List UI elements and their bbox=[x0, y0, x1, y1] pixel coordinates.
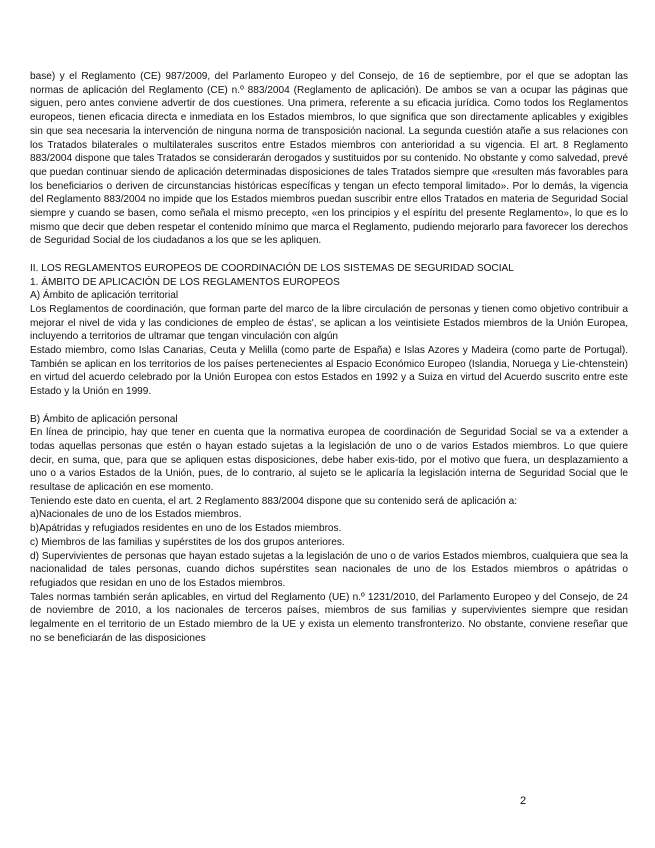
document-page bbox=[30, 70, 628, 646]
list-item-c: c) Miembros de las familias y supérstites de los dos grupos anteriores. bbox=[30, 536, 345, 548]
list-item-a: a)Nacionales de uno de los Estados miembros. bbox=[30, 509, 242, 521]
paragraph-personal-2: Teniendo este dato en cuenta, el art. 2 Reglamento 883/2004 dispone que su contenido será de aplicación a: bbox=[30, 495, 518, 507]
intro-paragraph: base) y el Reglamento (CE) 987/2009, del Parlamento Europeo y del Consejo, de 16 de septiembre, por el que se adoptan las normas de aplicación del Reglamento (CE) n.º 883/2004 (Reglamento de aplicación). De ambos se van a ocupar las páginas que siguen, pero antes conviene advertir de dos cuestiones. Una primera, referente a su eficacia jurídica. Como todos los Reglamentos europeos, tienen eficacia directa e inmediata en los Estados miembros, lo que significa que son directamente aplicables y exigibles sin que sea necesaria la intervención de ninguna norma de transposición nacional. La segunda cuestión atañe a sus relaciones con los Tratados bilaterales o multilaterales suscritos entre Estados miembros con anterioridad a su vigencia. El art. 8 Reglamento 883/2004 dispone que tales Tratados se considerarán derogados y sustituidos por su contenido. No obstante y como salvedad, prevé que puedan continuar siendo de aplicación determinadas disposiciones de tales Tratados siempre que «resulten más favorables para los beneficiarios o deriven de circunstancias históricas específicas y tengan un efecto temporal limitado». Por lo demás, la vigencia del Reglamento 883/2004 no impide que los Estados miembros puedan suscribir entre ellos Tratados en materia de Seguridad Social siempre y cuando se basen, como señala el mismo precepto, «en los principios y el espíritu del presente Reglamento», lo que es lo mismo que decir que deben respetar el contenido mínimo que marca el Reglamento, pudiendo mejorarlo para favorecer los derechos de Seguridad Social de los ciudadanos a los que se les apliquen. bbox=[30, 71, 628, 247]
list-item-b: b)Apátridas y refugiados residentes en uno de los Estados miembros. bbox=[30, 523, 342, 535]
spacer bbox=[30, 248, 628, 262]
paragraph-final: Tales normas también serán aplicables, en virtud del Reglamento (UE) n.º 1231/2010, del Parlamento Europeo y del Consejo, de 24 de noviembre de 2010, a los nacionales de terceros países, miembros de sus familias y supervivientes siempre que residan legalmente en el territorio de un Estado miembro de la UE y exista un elemento transfronterizo. No obstante, conviene reseñar que no se beneficiarán de las disposiciones bbox=[30, 591, 628, 644]
heading-personal: B) Ámbito de aplicación personal bbox=[30, 413, 178, 425]
subsection-heading: 1. ÁMBITO DE APLICACIÓN DE LOS REGLAMENTOS EUROPEOS bbox=[30, 276, 340, 288]
paragraph-territorial-1: Los Reglamentos de coordinación, que forman parte del marco de la libre circulación de personas y tienen como objetivo contribuir a mejorar el nivel de vida y las condiciones de empleo de éstas', se aplican a los veintisiete Estados miembros de la Unión Europea, incluyendo a territorios de ultramar que tengan vinculación con algún bbox=[30, 303, 628, 343]
list-item-d: d) Supervivientes de personas que hayan estado sujetas a la legislación de uno o de varios Estados miembros, cualquiera que sea la nacionalidad de tales personas, cuando dichos supérstites sean nacionales de uno de los Estados miembros o apátridas o refugiados que residan en uno de los Estados miembros. bbox=[30, 550, 628, 589]
section-heading: II. LOS REGLAMENTOS EUROPEOS DE COORDINACIÓN DE LOS SISTEMAS DE SEGURIDAD SOCIAL bbox=[30, 262, 514, 274]
page-number: 2 bbox=[520, 795, 527, 807]
heading-territorial: A) Ámbito de aplicación territorial bbox=[30, 290, 179, 302]
paragraph-personal-1: En línea de principio, hay que tener en cuenta que la normativa europea de coordinación de Seguridad Social se va a extender a todas aquellas personas que estén o hayan estado sujetas a la legislación de uno o de varios Estados miembros. Lo que quiere decir, en suma, que, para que se apliquen estas disposiciones, debe haber exis-tido, por el motivo que fuera, un desplazamiento a uno o a varios Estados de la Unión, pues, de lo contrario, al sujeto se le aplicaría la legislación interna de Seguridad Social que le resultase de aplicación en ese momento. bbox=[30, 427, 628, 494]
paragraph-territorial-2: Estado miembro, como Islas Canarias, Ceuta y Melilla (como parte de España) e Islas Azores y Madeira (como parte de Portugal). También se aplican en los territorios de los países pertenecientes al Espacio Económico Europeo (Islandia, Noruega y Lie-chtenstein) en virtud del acuerdo celebrado por la Unión Europea con estos Estados en 1992 y a Suiza en virtud del Acuerdo suscrito entre este Estado y la Unión en 1999. bbox=[30, 345, 628, 398]
spacer bbox=[30, 399, 628, 413]
